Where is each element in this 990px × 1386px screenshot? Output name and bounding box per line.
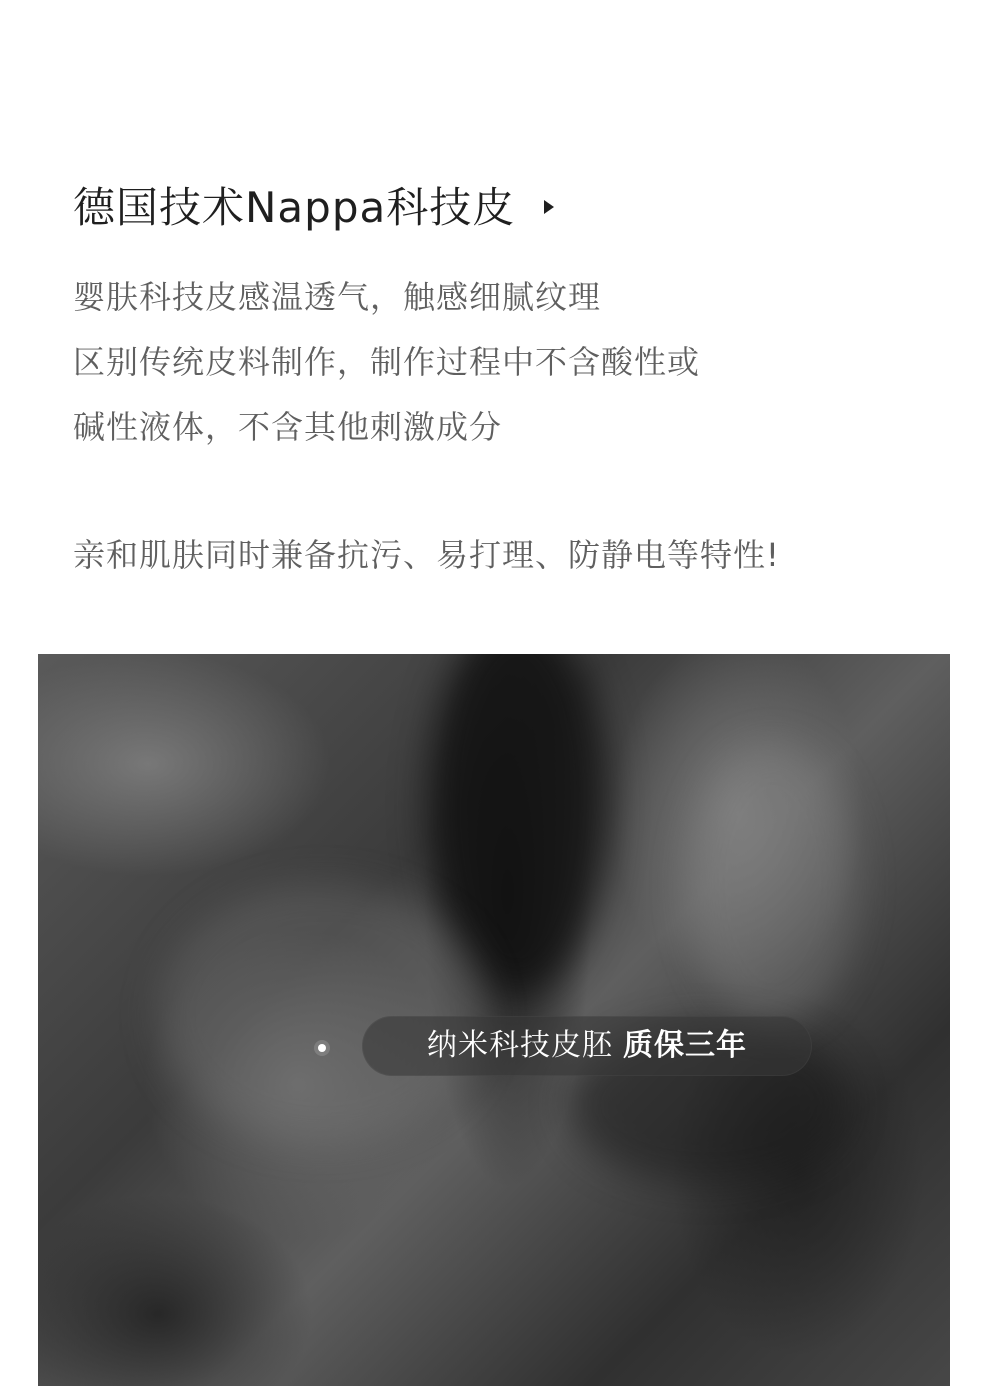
badge-main-text: 纳米科技皮胚 xyxy=(427,1028,613,1063)
product-description xyxy=(73,265,700,460)
description-line: 区别传统皮料制作，制作过程中不含酸性或 xyxy=(73,343,701,381)
leather-image xyxy=(38,654,950,1386)
play-icon xyxy=(544,200,554,214)
description-line: 碱性液体，不含其他刺激成分 xyxy=(73,408,503,446)
leather-fold xyxy=(688,744,858,1024)
highlight-dot-icon xyxy=(318,1044,326,1052)
description-line: 婴肤科技皮感温透气，触感细腻纹理 xyxy=(73,278,602,316)
product-title-text: 德国技术Nappa科技皮 xyxy=(73,183,516,232)
badge-emphasis-text: 质保三年 xyxy=(623,1028,747,1063)
warranty-badge xyxy=(362,1016,812,1076)
feature-description: 亲和肌肤同时兼备抗污、易打理、防静电等特性! xyxy=(73,536,780,574)
leather-fold xyxy=(158,884,488,1144)
product-title xyxy=(73,178,554,238)
